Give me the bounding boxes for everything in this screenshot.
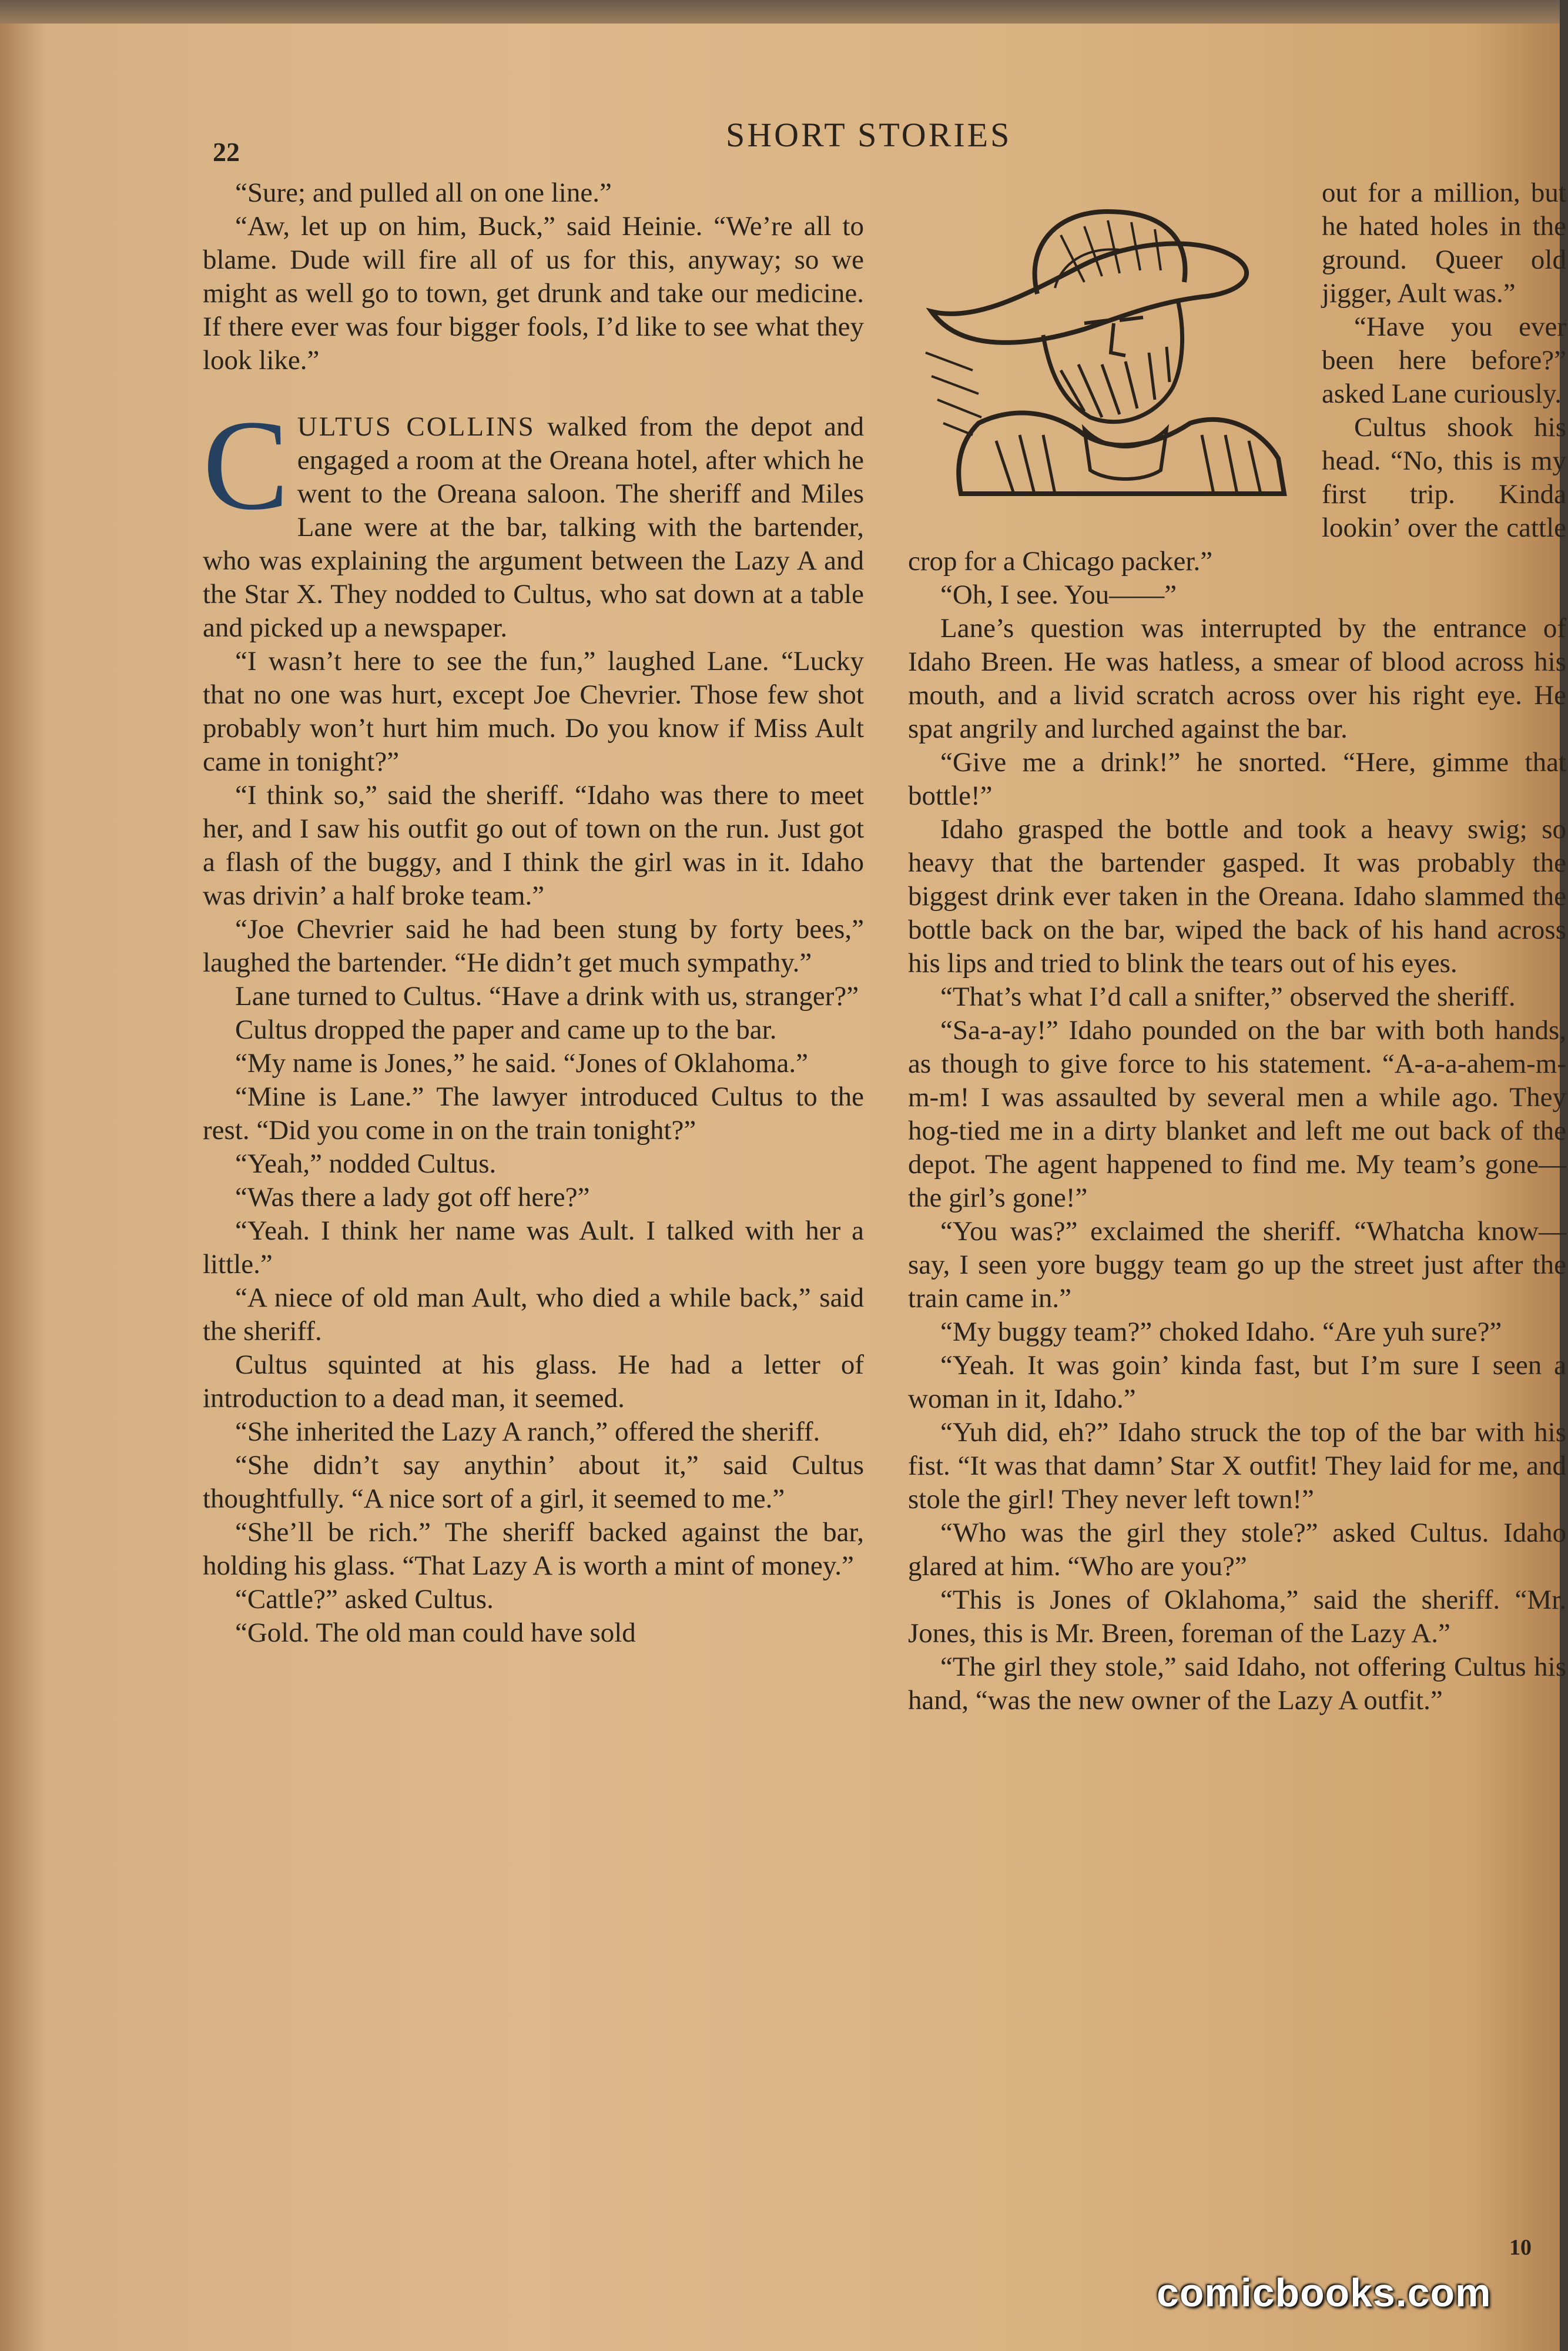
page-top-edge (0, 0, 1568, 24)
paragraph: “Yuh did, eh?” Idaho struck the top of the bar with his fist. “It was that damn’ Star X outfit! They laid for me, and stole the girl! They never left town!” (908, 1417, 1566, 1515)
paragraph: Cultus shook his head. “No, this is my first trip. Kinda lookin’ over the cattle crop for a Chicago packer.” (908, 412, 1566, 577)
paragraph: “Gold. The old man could have sold (235, 1617, 636, 1648)
paragraph: “Sa-a-ay!” Idaho pounded on the bar with both hands, as though to give force to his statement. “A-a-a-ahem-m-m-m! I was assaulted by several men a while ago. They hog-tied me in a dirty blanket and left me out back of the depot. The agent happened to find me. My team’s gone—the girl’s gone!” (908, 1015, 1566, 1213)
paragraph: “She didn’t say anythin’ about it,” said Cultus thoughtfully. “A nice sort of a girl, it seemed to me.” (203, 1450, 864, 1514)
paragraph: “She’ll be rich.” The sheriff backed against the bar, holding his glass. “That Lazy A is worth a mint of money.” (203, 1517, 864, 1581)
paragraph: “I think so,” said the sheriff. “Idaho was there to meet her, and I saw his outfit go out of town on the run. Just got a flash of the buggy, and I think the girl was in it. Idaho was drivin’ a half broke team.” (203, 780, 864, 911)
paragraph: “Give me a drink!” he snorted. “Here, gimme that bottle!” (908, 747, 1566, 811)
section-opening-paragraph (203, 393, 864, 645)
paragraph: “Oh, I see. You——” (940, 580, 1177, 610)
drop-cap: C (203, 393, 289, 537)
paragraph: “That’s what I’d call a snifter,” observed the sheriff. (940, 982, 1516, 1012)
opening-text: out for a million, but he hated holes in the ground. Queer old jigger, Ault was.” (1322, 178, 1566, 309)
section-opening-smallcaps: ULTUS COLLINS (297, 411, 535, 442)
cowboy-illustration (908, 176, 1308, 505)
paragraph: “Joe Chevrier said he had been stung by forty bees,” laughed the bartender. “He didn’t get much sympathy.” (203, 914, 864, 978)
paragraph: “Yeah,” nodded Cultus. (235, 1148, 497, 1179)
paragraph: “Was there a lady got off here?” (235, 1182, 590, 1213)
paragraph: Cultus squinted at his glass. He had a letter of introduction to a dead man, it seemed. (203, 1349, 864, 1414)
paragraph: “Who was the girl they stole?” asked Cultus. Idaho glared at him. “Who are you?” (908, 1518, 1566, 1582)
paragraph: “She inherited the Lazy A ranch,” offered the sheriff. (235, 1416, 820, 1447)
paragraph: “This is Jones of Oklahoma,” said the sheriff. “Mr. Jones, this is Mr. Breen, foreman of the Lazy A.” (908, 1585, 1566, 1649)
right-column (908, 176, 1566, 2210)
page-number: 22 (213, 137, 240, 167)
paragraph: Lane’s question was interrupted by the entrance of Idaho Breen. He was hatless, a smear of blood across his mouth, and a livid scratch across over his right eye. He spat angrily and lurched against the bar. (908, 613, 1566, 744)
paragraph: “Yeah. I think her name was Ault. I talked with her a little.” (203, 1215, 864, 1280)
paragraph: Lane turned to Cultus. “Have a drink with us, stranger?” (235, 981, 859, 1012)
paragraph: “Cattle?” asked Cultus. (235, 1584, 494, 1615)
paragraph: “A niece of old man Ault, who died a while back,” said the sheriff. (203, 1282, 864, 1347)
paragraph: “The girl they stole,” said Idaho, not offering Cultus his hand, “was the new owner of the Lazy A outfit.” (908, 1652, 1566, 1716)
section-opening-text: walked from the depot and engaged a room at the Oreana hotel, after which he went to the Oreana saloon. The sheriff and Miles Lane were at the bar, talking with the bartender, who was explaining the argument between the Lazy A and the Star X. They nodded to Cultus, who sat down at a table and picked up a newspaper. (203, 411, 864, 643)
left-column (203, 176, 864, 2210)
paragraph: “Sure; and pulled all on one line.” (235, 178, 612, 208)
paragraph: “My name is Jones,” he said. “Jones of Oklahoma.” (235, 1048, 808, 1079)
running-head: SHORT STORIES (726, 116, 1012, 154)
signature-number: 10 (1509, 2235, 1532, 2260)
paragraph: “Mine is Lane.” The lawyer introduced Cultus to the rest. “Did you come in on the train tonight?” (203, 1081, 864, 1146)
paragraph: “My buggy team?” choked Idaho. “Are yuh sure?” (940, 1317, 1502, 1347)
paragraph: “Yeah. It was goin’ kinda fast, but I’m sure I seen a woman in it, Idaho.” (908, 1350, 1566, 1414)
paragraph-continued (908, 176, 1566, 310)
paragraph: “I wasn’t here to see the fun,” laughed Lane. “Lucky that no one was hurt, except Joe Chevrier. Those few shot probably won’t hurt him much. Do you know if Miss Ault came in tonight?” (203, 646, 864, 777)
paragraph: “Have you ever been here before?” asked Lane curiously. (1322, 312, 1566, 409)
paragraph: “Aw, let up on him, Buck,” said Heinie. “We’re all to blame. Dude will fire all of us for this, anyway; so we might as well go to town, get drunk and take our medicine. If there ever was four bigger fools, I’d like to see what they look like.” (203, 211, 864, 376)
paragraph: Cultus dropped the paper and came up to the bar. (235, 1014, 777, 1045)
paragraph: Idaho grasped the bottle and took a heavy swig; so heavy that the bartender gasped. It was probably the biggest drink ever taken in the Oreana. Idaho slammed the bottle back on the bar, wiped the back of his hand across his lips and tried to blink the tears out of his eyes. (908, 814, 1566, 979)
paragraph: “You was?” exclaimed the sheriff. “Whatcha know—say, I seen yore buggy team go up the street just after the train came in.” (908, 1216, 1566, 1314)
watermark-text: comicbooks.com (1157, 2270, 1492, 2315)
